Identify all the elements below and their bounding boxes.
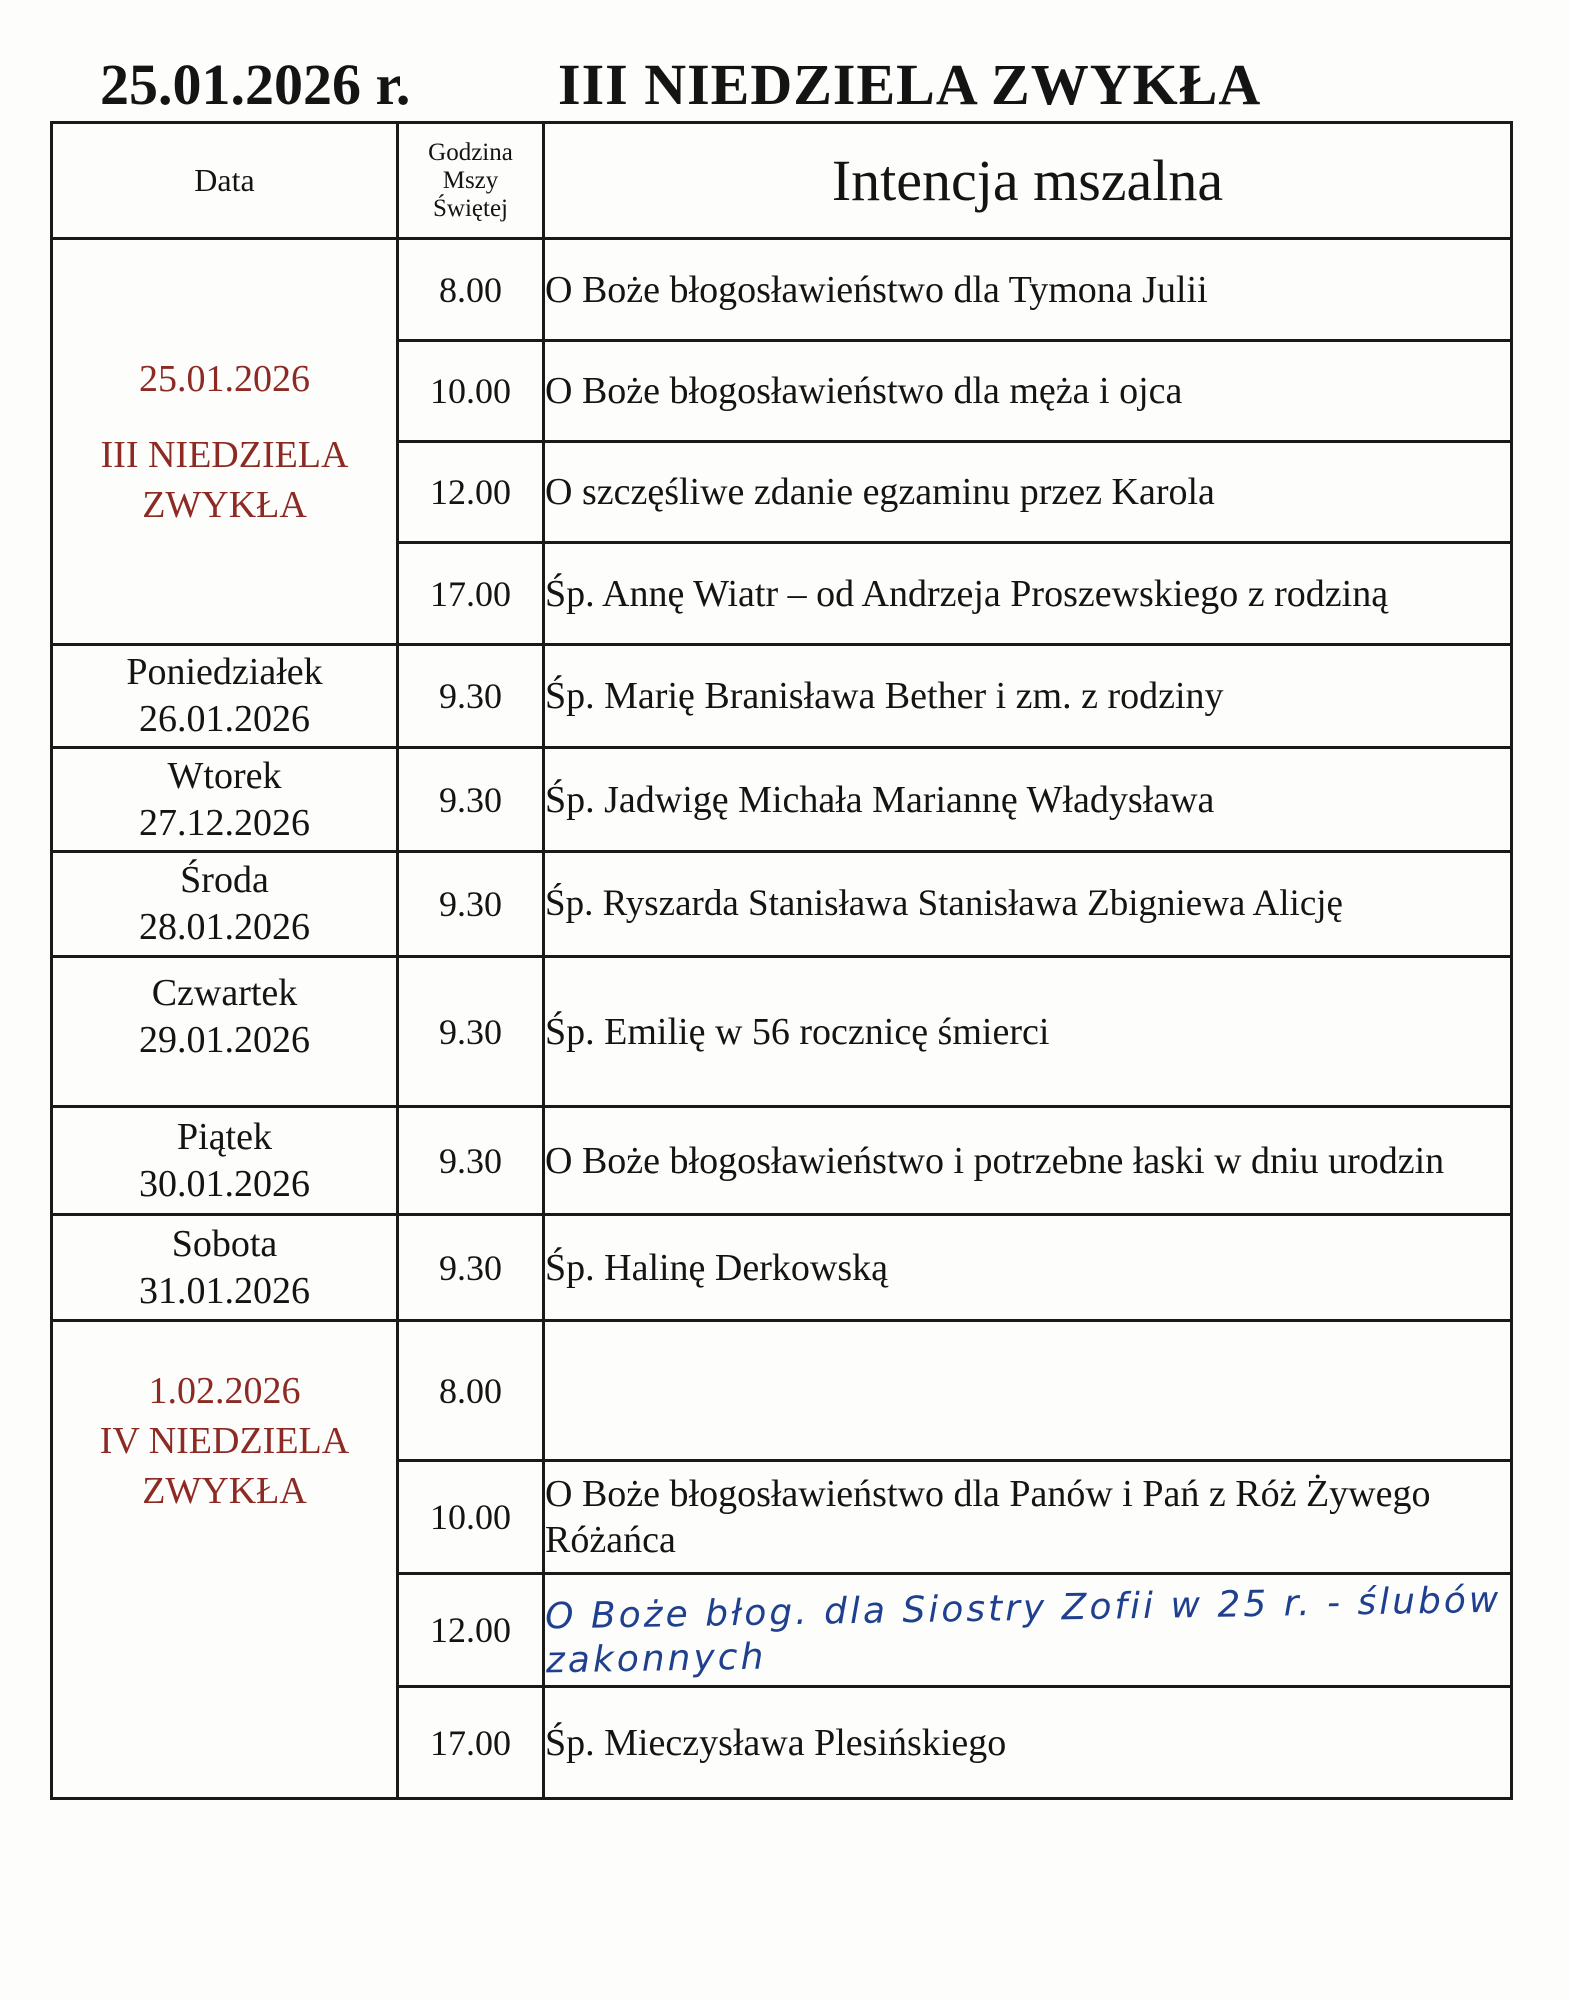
table-row xyxy=(52,1215,1512,1321)
table-header-row xyxy=(52,123,1512,239)
date-cell: Piątek 30.01.2026 xyxy=(52,1107,398,1215)
intention-cell: Śp. Emilię w 56 rocznicę śmierci xyxy=(544,957,1512,1107)
column-header-intention: Intencja mszalna xyxy=(544,123,1512,239)
date-cell: Poniedziałek 26.01.2026 xyxy=(52,645,398,748)
time-cell: 9.30 xyxy=(398,1107,544,1215)
time-cell: 12.00 xyxy=(398,442,544,543)
date-cell: Sobota 31.01.2026 xyxy=(52,1215,398,1321)
time-cell: 9.30 xyxy=(398,748,544,852)
intention-cell: O Boże błogosławieństwo dla Panów i Pań z Róż Żywego Różańca xyxy=(544,1461,1512,1574)
page-header xyxy=(100,50,1430,120)
mass-schedule-table xyxy=(50,121,1513,1800)
date-cell: Czwartek 29.01.2026 xyxy=(52,957,398,1107)
date-cell: Wtorek 27.12.2026 xyxy=(52,748,398,852)
table-row xyxy=(52,748,1512,852)
intention-cell: O Boże błogosławieństwo i potrzebne łaski w dniu urodzin xyxy=(544,1107,1512,1215)
time-cell: 9.30 xyxy=(398,645,544,748)
table-row xyxy=(52,239,1512,341)
time-cell: 12.00 xyxy=(398,1574,544,1687)
table-row xyxy=(52,957,1512,1107)
table-row xyxy=(52,1107,1512,1215)
intention-cell: Śp. Marię Branisława Bether i zm. z rodziny xyxy=(544,645,1512,748)
intention-cell: Śp. Mieczysława Plesińskiego xyxy=(544,1687,1512,1799)
intention-cell: O szczęśliwe zdanie egzaminu przez Karola xyxy=(544,442,1512,543)
intention-cell: O Boże błogosławieństwo dla Tymona Julii xyxy=(544,239,1512,341)
time-cell: 8.00 xyxy=(398,1321,544,1461)
time-cell: 9.30 xyxy=(398,957,544,1107)
time-cell: 9.30 xyxy=(398,852,544,957)
table-row xyxy=(52,645,1512,748)
intention-cell: Śp. Annę Wiatr – od Andrzeja Proszewskiego z rodziną xyxy=(544,543,1512,645)
header-title: III NIEDZIELA ZWYKŁA xyxy=(558,52,1262,117)
time-cell: 10.00 xyxy=(398,1461,544,1574)
time-cell: 10.00 xyxy=(398,341,544,442)
time-cell: 17.00 xyxy=(398,543,544,645)
time-cell: 17.00 xyxy=(398,1687,544,1799)
column-header-time: Godzina Mszy Świętej xyxy=(398,123,544,239)
intention-cell: Śp. Ryszarda Stanisława Stanisława Zbigniewa Alicję xyxy=(544,852,1512,957)
column-header-date: Data xyxy=(52,123,398,239)
time-cell: 9.30 xyxy=(398,1215,544,1321)
intention-cell: O Boże błogosławieństwo dla męża i ojca xyxy=(544,341,1512,442)
date-cell-sunday: 1.02.2026 IV NIEDZIELA ZWYKŁA xyxy=(52,1321,398,1799)
intention-cell: Śp. Halinę Derkowską xyxy=(544,1215,1512,1321)
date-cell: Środa 28.01.2026 xyxy=(52,852,398,957)
table-row xyxy=(52,1321,1512,1461)
header-date: 25.01.2026 r. xyxy=(100,52,411,117)
intention-cell-handwritten: O Boże błog. dla Siostry Zofii w 25 r. - ślubów zakonnych xyxy=(543,1565,1513,1695)
intention-cell: Śp. Jadwigę Michała Mariannę Władysława xyxy=(544,748,1512,852)
table-row xyxy=(52,852,1512,957)
time-cell: 8.00 xyxy=(398,239,544,341)
intention-cell xyxy=(544,1321,1512,1461)
date-cell-sunday: 25.01.2026 III NIEDZIELA ZWYKŁA xyxy=(52,239,398,645)
